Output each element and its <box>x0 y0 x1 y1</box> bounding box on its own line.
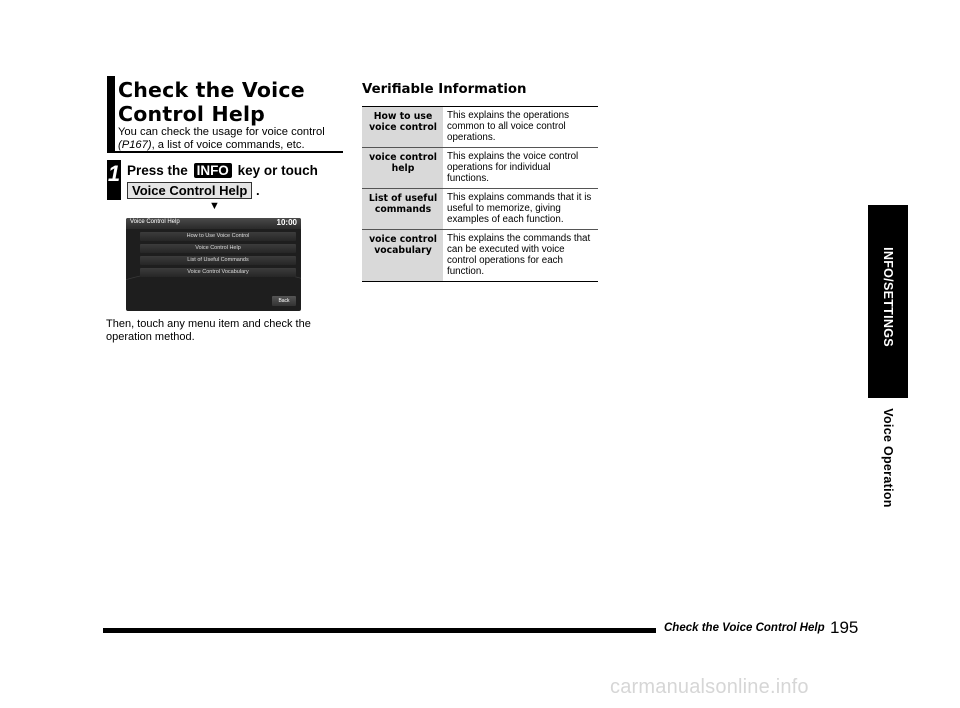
table-description: This explains commands that it is useful to memorize, giving examples of each function. <box>443 189 598 230</box>
footer-rule <box>103 628 656 633</box>
side-tab-subsection <box>868 398 908 518</box>
side-tab-section <box>868 205 908 388</box>
step-instruction-line-2 <box>127 182 260 199</box>
screen-menu-item-how-to-use: How to Use Voice Control <box>140 232 296 241</box>
table-description: This explains the commands that can be executed with voice control operations for each function. <box>443 230 598 282</box>
screen-header <box>126 218 301 229</box>
screen-clock: 10:00 <box>276 218 297 227</box>
verifiable-info-title: Verifiable Information <box>362 82 527 97</box>
page-reference-link[interactable]: (P167) <box>118 139 152 151</box>
table-term: voice control vocabulary <box>362 230 443 282</box>
device-screenshot <box>126 218 301 311</box>
table-row <box>362 148 598 189</box>
side-tab-section-label: INFO/SETTINGS <box>881 246 895 347</box>
screen-menu-item-vocabulary: Voice Control Vocabulary <box>140 268 296 277</box>
step-instruction <box>127 163 318 178</box>
table-row <box>362 107 598 148</box>
step-number-badge: 1 <box>107 160 121 200</box>
table-row <box>362 189 598 230</box>
subtitle-tail: , a list of voice commands, etc. <box>151 139 305 151</box>
step-press-text: Press the <box>127 163 188 178</box>
follow-up-instruction: Then, touch any menu item and check the operation method. <box>106 318 311 343</box>
screen-title: Voice Control Help <box>130 219 180 225</box>
heading-divider <box>107 151 343 153</box>
title-line-2: Control Help <box>118 102 266 126</box>
table-description: This explains the operations common to all voice control operations. <box>443 107 598 148</box>
footer-chapter-label: Check the Voice Control Help <box>664 622 825 634</box>
side-tab-subsection-label: Voice Operation <box>881 408 895 508</box>
table-description: This explains the voice control operations for individual functions. <box>443 148 598 189</box>
watermark-text: carmanualsonline.info <box>610 676 809 698</box>
table-term: List of useful commands <box>362 189 443 230</box>
screen-back-button: Back <box>272 296 296 306</box>
step-key-tail: key or touch <box>237 163 318 178</box>
table-term: voice control help <box>362 148 443 189</box>
step-period: . <box>255 183 260 198</box>
verifiable-info-table <box>362 106 598 282</box>
screen-menu-item-voice-control-help: Voice Control Help <box>140 244 296 253</box>
voice-control-help-touch-key: Voice Control Help <box>127 182 252 199</box>
title-line-1: Check the Voice <box>118 78 305 102</box>
screen-menu-item-useful-commands: List of Useful Commands <box>140 256 296 265</box>
page-title <box>118 78 305 126</box>
heading-accent-bar <box>107 76 115 151</box>
table-row <box>362 230 598 282</box>
page-number: 195 <box>830 618 859 637</box>
down-arrow-icon: ▼ <box>209 200 220 212</box>
heading-subtitle <box>118 126 358 152</box>
subtitle-text: You can check the usage for voice control <box>118 126 325 138</box>
table-term: How to use voice control <box>362 107 443 148</box>
info-key-label: INFO <box>194 163 232 178</box>
